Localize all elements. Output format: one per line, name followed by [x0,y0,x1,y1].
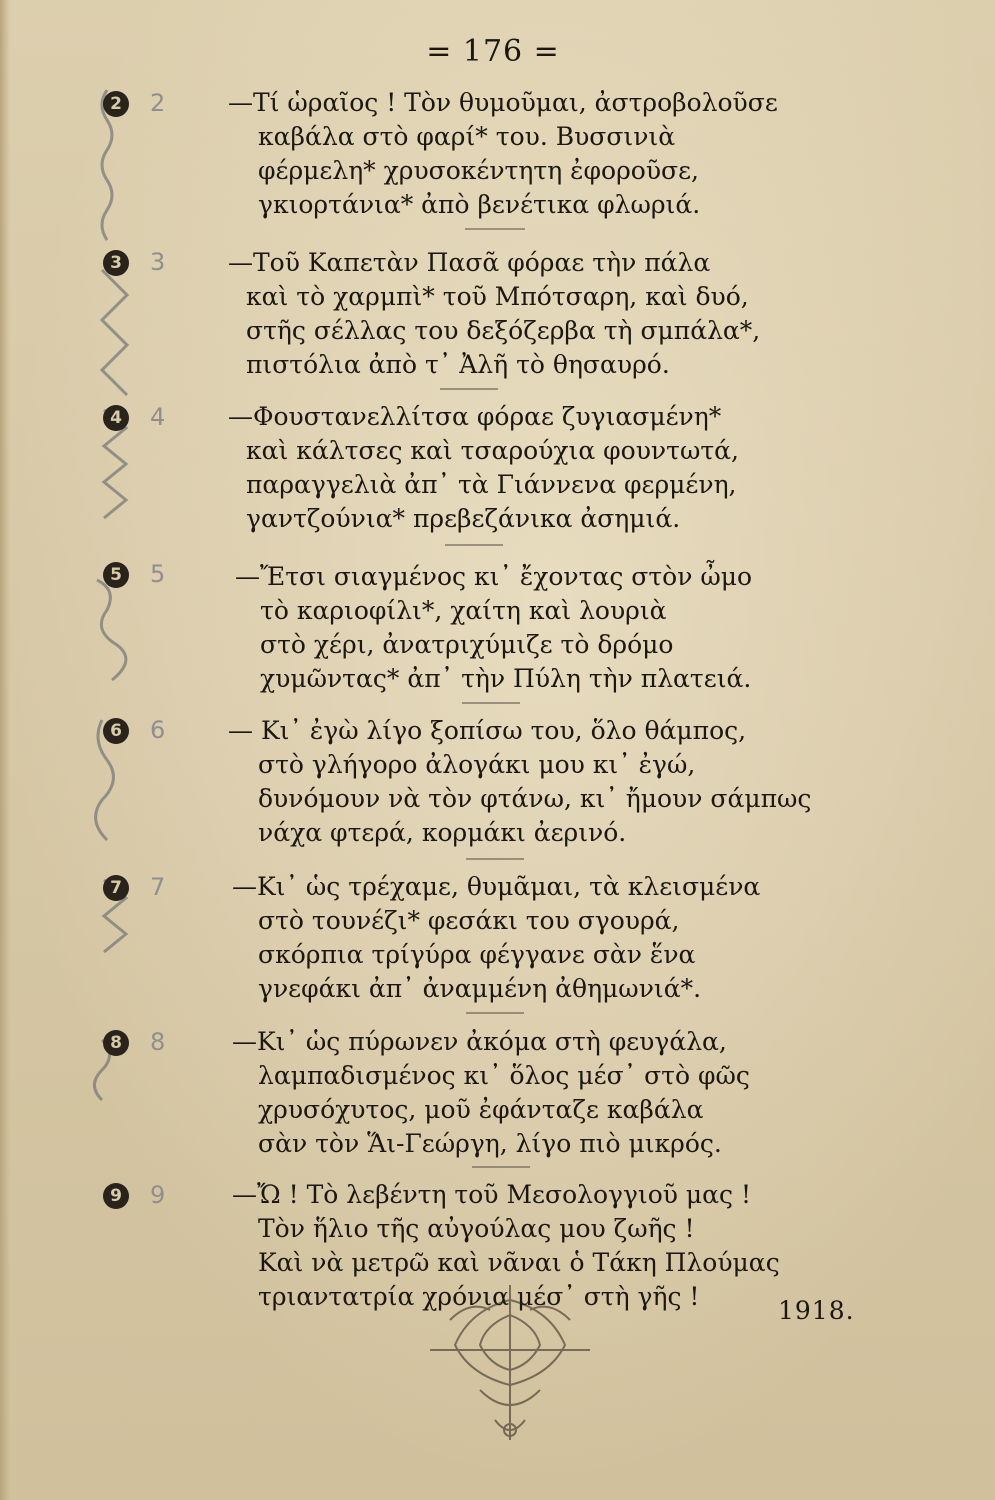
verse-line: —Κι᾿ ὡς πύρωνεν ἀκόμα στὴ φευγάλα, [232,1027,727,1056]
verse-line: σκόρπια τρίγύρα φέγγανε σὰν ἕνα [258,940,696,969]
verse-line: γαντζούνια* πρεβεζάνικα ἀσημιά. [246,504,681,533]
verse-line: χρυσόχυτος, μοῦ ἐφάνταζε καβάλα [258,1095,704,1124]
verse-line: πιστόλια ἀπὸ τ᾿ Ἀλῆ τὸ θησαυρό. [246,350,670,379]
poem-year: 1918. [778,1296,855,1325]
verse-line: τριαντατρία χρόνια μέσ᾿ στὴ γῆς ! [258,1282,700,1311]
verse-line: —Ἔτσι σιαγμένος κι᾿ ἔχοντας στὸν ὦμο [235,562,753,591]
verse-line: νάχα φτερά, κορμάκι ἀερινό. [258,818,627,847]
stanza-number-printed: 7 [103,875,129,901]
verse-line: στὸ τουνέζι* φεσάκι του σγουρά, [258,906,680,935]
verse-line: καβάλα στὸ φαρί* του. Βυσσινιὰ [258,122,676,151]
page-number: = 176 = [426,34,560,69]
stanza-number-handwritten: 5 [150,560,166,588]
stanza-separator [462,702,520,704]
stanza-number-printed: 4 [103,405,129,431]
verse-line: λαμπαδισμένος κι᾿ ὅλος μέσ᾿ στὸ φῶς [258,1061,750,1090]
stanza-separator [440,388,498,390]
verse-line: στῆς σέλλας του δεξόζερβα τὴ σμπάλα*, [246,316,761,345]
page-edge-shadow [0,0,10,1500]
verse-line: — Κι᾿ ἐγὼ λίγο ξοπίσω του, ὅλο θάμπος, [228,716,747,745]
stanza-number-handwritten: 2 [150,89,166,117]
verse-line: —Κι᾿ ὡς τρέχαμε, θυμᾶμαι, τὰ κλεισμένα [232,872,761,901]
stanza-separator [466,858,524,860]
verse-line: —Τί ὡραῖος ! Τὸν θυμοῦμαι, ἀστροβολοῦσε [228,88,778,117]
verse-line: καὶ κάλτσες καὶ τσαρούχια φουντωτά, [246,436,739,465]
stanza-number-printed: 5 [103,562,129,588]
verse-line: χυμῶντας* ἀπ᾿ τὴν Πύλη τὴν πλατειά. [260,664,752,693]
stanza-separator [466,1012,524,1014]
verse-line: —Τοῦ Καπετὰν Πασᾶ φόραε τὴν πάλα [228,248,711,277]
verse-line: γκιορτάνια* ἀπὸ βενέτικα φλωριά. [258,190,701,219]
stanza-number-handwritten: 4 [150,403,166,431]
stanza-number-printed: 3 [103,250,129,276]
stanza-separator [472,1166,530,1168]
verse-line: στὸ χέρι, ἀνατριχύμιζε τὸ δρόμο [260,630,674,659]
stanza-separator [445,544,503,546]
stanza-number-handwritten: 8 [150,1028,166,1056]
stanza-number-handwritten: 7 [150,873,166,901]
verse-line: δυνόμουν νὰ τὸν φτάνω, κι᾿ ἤμουν σάμπως [258,784,812,813]
decorative-ornament [410,1280,610,1450]
stanza-number-printed: 9 [103,1183,129,1209]
verse-line: φέρμελη* χρυσοκέντητη ἐφοροῦσε, [258,156,700,185]
stanza-separator [465,228,525,230]
stanza-number-printed: 6 [103,718,129,744]
verse-line: γνεφάκι ἀπ᾿ ἀναμμένη ἀθημωνιά*. [258,974,702,1003]
verse-line: Καὶ νὰ μετρῶ καὶ νᾶναι ὁ Τάκη Πλούμας [258,1248,780,1277]
verse-line: —Ὤ ! Τὸ λεβέντη τοῦ Μεσολογγιοῦ μας ! [232,1180,752,1209]
verse-line: στὸ γλήγορο ἀλογάκι μου κι᾿ ἐγώ, [258,750,696,779]
verse-line: —Φουστανελλίτσα φόραε ζυγιασμένη* [228,402,722,431]
stanza-number-handwritten: 3 [150,248,166,276]
stanza-number-printed: 8 [103,1030,129,1056]
stanza-number-printed: 2 [103,91,129,117]
stanza-number-handwritten: 6 [150,716,166,744]
margin-pencil-doodle [82,80,152,1180]
stanza-number-handwritten: 9 [150,1181,166,1209]
verse-line: καὶ τὸ χαρμπὶ* τοῦ Μπότσαρη, καὶ δυό, [246,282,749,311]
verse-line: τὸ καριοφίλι*, χαίτη καὶ λουριὰ [260,596,667,625]
verse-line: Τὸν ἥλιο τῆς αὐγούλας μου ζωῆς ! [258,1214,695,1243]
verse-line: σὰν τὸν Ἅι-Γεώργη, λίγο πιὸ μικρός. [258,1129,722,1158]
verse-line: παραγγελιὰ ἀπ᾿ τὰ Γιάννενα φερμένη, [246,470,737,499]
